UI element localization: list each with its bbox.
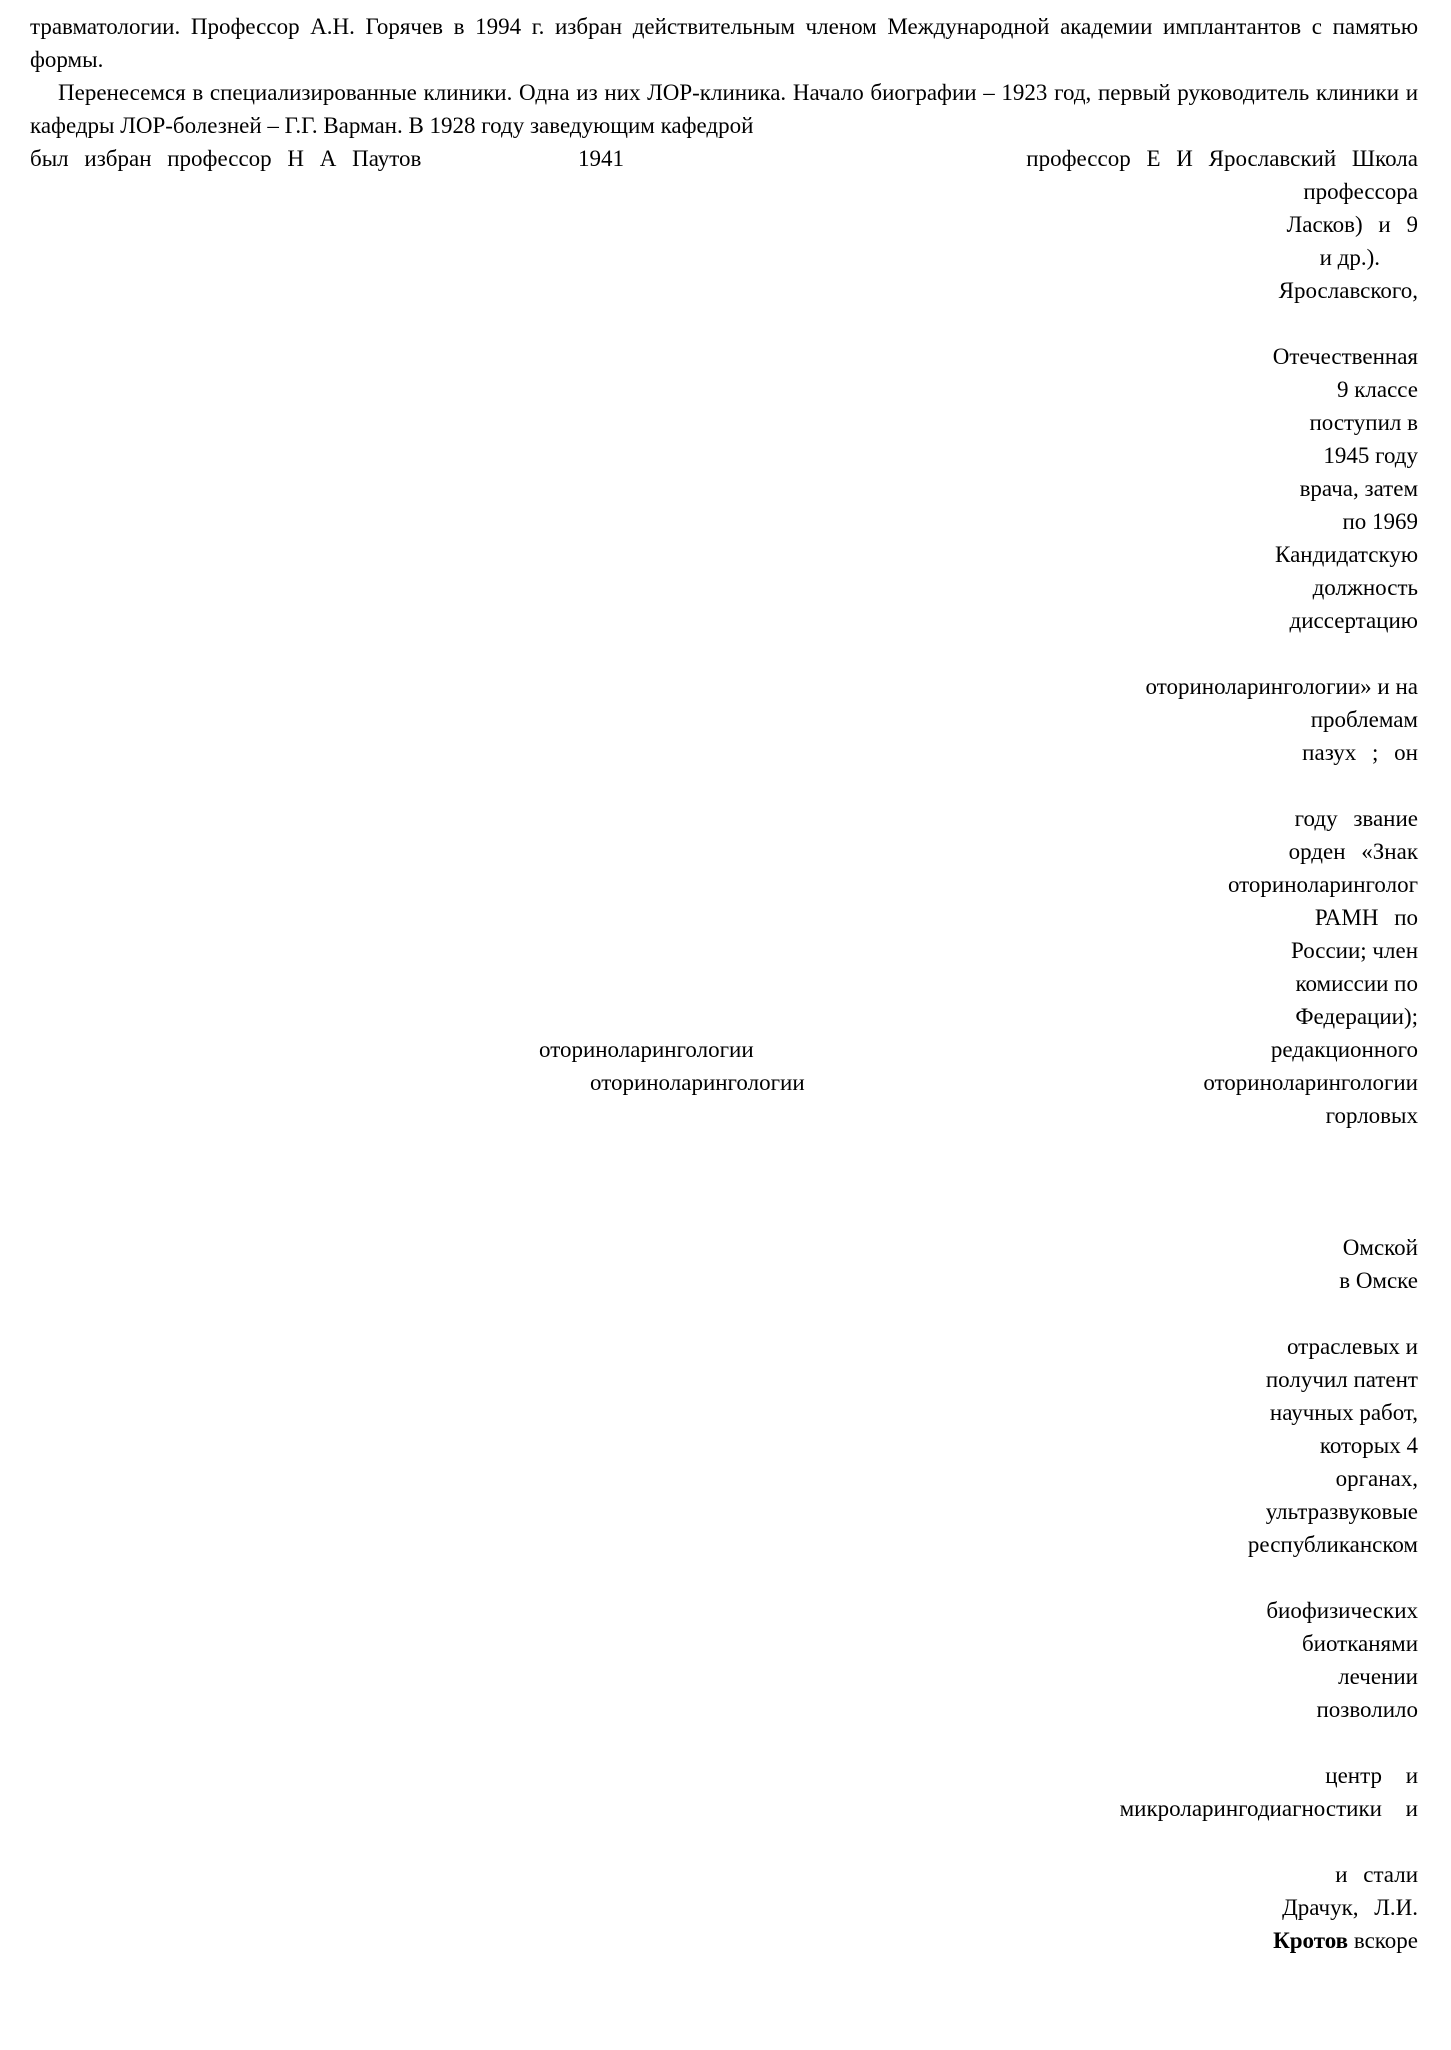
right-fragment: биофизических bbox=[1266, 1598, 1418, 1623]
right-fragment: лечении bbox=[1338, 1664, 1418, 1689]
right-fragment: в Омске bbox=[1339, 1268, 1418, 1293]
right-fragment: 9 классе bbox=[1336, 377, 1418, 402]
right-fragment: поступил в bbox=[1309, 410, 1418, 435]
paragraph-1: травматологии. Профессор А.Н. Горячев в 1994 г. избран действительным членом Международной академии имплантантов с памятью формы. bbox=[30, 14, 1418, 72]
right-fragment: редакционного bbox=[1270, 1037, 1418, 1062]
right-fragment: микроларингодиагностики и bbox=[1119, 1796, 1418, 1821]
right-fragment: комиссии по bbox=[1295, 971, 1418, 996]
paragraph-2: Перенесемся в специализированные клиники. Одна из них ЛОР-клиника. Начало биографии – 1923 год, первый руководитель клиники и кафедры ЛОР-болезней – Г.Г. Варман. В 1928 году заведующим кафедрой bbox=[30, 80, 1418, 138]
right-fragment: профессора bbox=[1303, 179, 1418, 204]
right-fragment: оториноларинголог bbox=[1227, 872, 1418, 897]
right-fragment: пазух ; он bbox=[1302, 740, 1418, 765]
right-fragment: позволило bbox=[1316, 1697, 1418, 1722]
last-line bbox=[1273, 1924, 1418, 1957]
right-fragment: Драчук, Л.И. bbox=[1282, 1895, 1418, 1920]
right-fragment: получил патент bbox=[1265, 1367, 1418, 1392]
right-fragment: РАМН по bbox=[1314, 905, 1418, 930]
middle-fragment-1: оториноларингологии bbox=[539, 1037, 754, 1062]
right-fragment: центр и bbox=[1325, 1763, 1418, 1788]
right-fragment: диссертацию bbox=[1289, 608, 1418, 633]
right-fragment: научных работ, bbox=[1269, 1400, 1418, 1425]
right-fragment: по 1969 bbox=[1342, 509, 1418, 534]
right-fragment: Кандидатскую bbox=[1275, 542, 1418, 567]
right-fragment: Омской bbox=[1342, 1235, 1418, 1260]
right-fragment: оториноларингологии» и на bbox=[1145, 674, 1418, 699]
middle-fragment-2: оториноларингологии bbox=[590, 1070, 805, 1095]
right-fragment: орден «Знак bbox=[1288, 839, 1418, 864]
right-fragment: Ярославского, bbox=[1278, 278, 1418, 303]
right-fragment: проблемам bbox=[1310, 707, 1418, 732]
right-fragment: биотканями bbox=[1301, 1631, 1418, 1656]
line-3-left: был избран профессор Н А Паутов bbox=[30, 146, 422, 171]
bold-name: Кротов bbox=[1273, 1928, 1349, 1953]
right-fragment: должность bbox=[1312, 575, 1418, 600]
right-fragment: Ласков) и 9 bbox=[1286, 212, 1418, 237]
line-3-middle: 1941 bbox=[578, 146, 624, 171]
right-fragment: республиканском bbox=[1247, 1532, 1418, 1557]
right-fragment: ультразвуковые bbox=[1265, 1499, 1418, 1524]
last-line-rest: вскоре bbox=[1353, 1928, 1418, 1953]
right-fragment: и др.). bbox=[1319, 245, 1380, 270]
right-fragment: горловых bbox=[1325, 1103, 1418, 1128]
right-fragment: году звание bbox=[1294, 806, 1418, 831]
right-fragment: врача, затем bbox=[1299, 476, 1418, 501]
right-fragment: и стали bbox=[1335, 1862, 1418, 1887]
right-fragment: органах, bbox=[1335, 1466, 1418, 1491]
right-fragment: Федерации); bbox=[1295, 1004, 1418, 1029]
right-fragment: отраслевых и bbox=[1286, 1334, 1418, 1359]
right-fragment: Отечественная bbox=[1272, 344, 1418, 369]
right-fragment: которых 4 bbox=[1319, 1433, 1418, 1458]
right-fragment: России; член bbox=[1290, 938, 1418, 963]
right-fragment: 1945 году bbox=[1323, 443, 1418, 468]
right-fragment: оториноларингологии bbox=[1203, 1070, 1418, 1095]
line-3-right: профессор Е И Ярославский Школа bbox=[1026, 146, 1418, 171]
